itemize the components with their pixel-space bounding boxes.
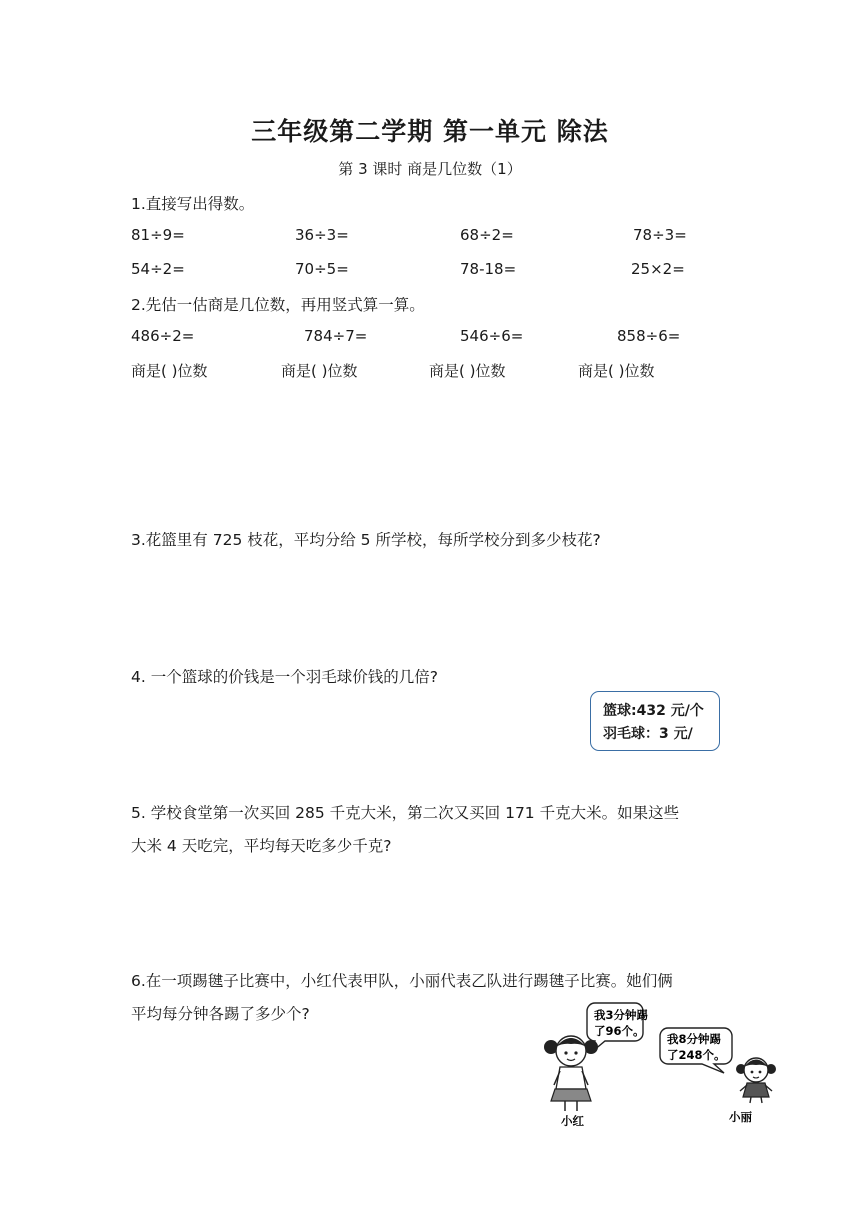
price-box [590,691,720,751]
q2-blank-2: 商是( )位数 [281,362,358,380]
bubble-xiaoli-line2: 了248个。 [667,1048,726,1062]
q2-problem-2: 784÷7= [304,327,368,345]
q6-prompt-line2: 平均每分钟各踢了多少个? [131,1005,310,1023]
q1-r2-c4: 25×2= [631,260,685,278]
q6-prompt-line1: 6.在一项踢毽子比赛中，小红代表甲队，小丽代表乙队进行踢毽子比赛。她们俩 [131,972,673,990]
bubble-xiaoli-line1: 我8分钟踢 [667,1032,722,1046]
q2-problem-4: 858÷6= [617,327,681,345]
q2-blank-4: 商是( )位数 [578,362,655,380]
q5-prompt-line2: 大米 4 天吃完，平均每天吃多少千克? [131,837,392,855]
q1-prompt: 1.直接写出得数。 [131,195,255,213]
q1-r1-c3: 68÷2= [460,226,514,244]
name-xiaoli: 小丽 [729,1110,752,1124]
q2-prompt: 2.先估一估商是几位数，再用竖式算一算。 [131,296,425,314]
q2-blank-1: 商是( )位数 [131,362,208,380]
q1-r2-c1: 54÷2= [131,260,185,278]
q2-problem-1: 486÷2= [131,327,195,345]
q2-blank-3: 商是( )位数 [429,362,506,380]
kids-illustration [535,995,790,1135]
bubble-xiaohong-line2: 了96个。 [594,1024,645,1038]
q2-problem-3: 546÷6= [460,327,524,345]
price-shuttlecock: 羽毛球：3 元/ [603,726,693,742]
q5-prompt-line1: 5. 学校食堂第一次买回 285 千克大米，第二次又买回 171 千克大米。如果这些 [131,804,680,822]
bubble-xiaohong-line1: 我3分钟踢 [594,1008,649,1022]
q1-r1-c2: 36÷3= [295,226,349,244]
page-title: 三年级第二学期 第一单元 除法 [251,117,609,146]
q4-prompt: 4. 一个篮球的价钱是一个羽毛球价钱的几倍? [131,668,438,686]
girl-xiaohong-figure [544,1036,598,1111]
q1-r2-c2: 70÷5= [295,260,349,278]
q3-prompt: 3.花篮里有 725 枝花，平均分给 5 所学校，每所学校分到多少枝花? [131,531,601,549]
name-xiaohong: 小红 [561,1114,584,1128]
lesson-subtitle: 第 3 课时 商是几位数（1） [338,160,522,178]
q1-r1-c4: 78÷3= [633,226,687,244]
price-basketball: 篮球:432 元/个 [603,703,704,719]
q1-r2-c3: 78-18= [460,260,517,278]
q1-r1-c1: 81÷9= [131,226,185,244]
girl-xiaoli-figure [736,1058,776,1103]
